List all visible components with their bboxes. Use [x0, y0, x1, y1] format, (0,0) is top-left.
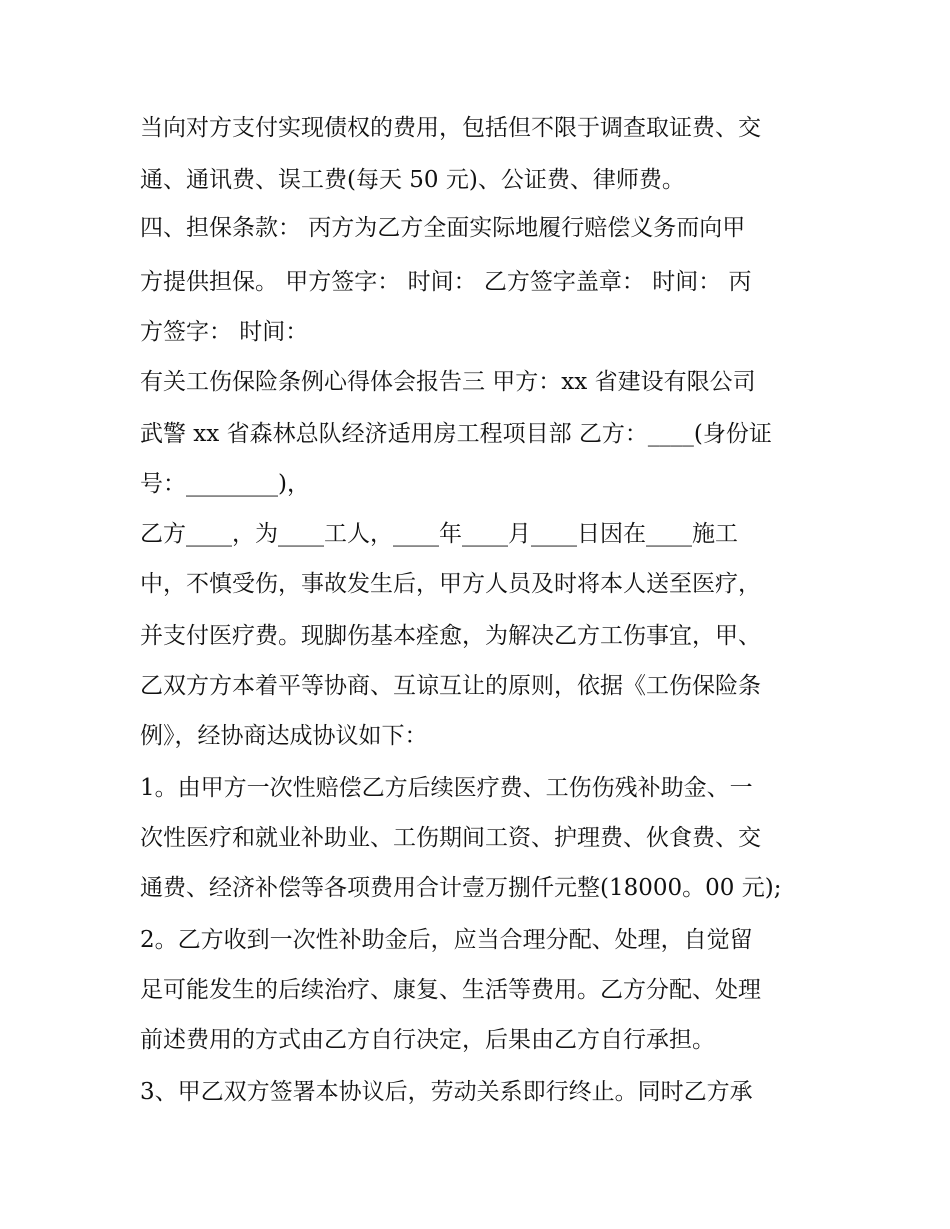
text-line: 前述费用的方式由乙方自行决定，后果由乙方自行承担。 [140, 1027, 715, 1053]
text-line: 通、通讯费、误工费(每天 50 元)、公证费、律师费。 [140, 167, 685, 193]
text-line: 并支付医疗费。现脚伤基本痊愈，为解决乙方工伤事宜，甲、 [140, 623, 761, 649]
text-line: 2。乙方收到一次性补助金后，应当合理分配、处理，自觉留 [140, 927, 753, 953]
text-line: 当向对方支付实现债权的费用，包括但不限于调查取证费、交 [140, 115, 761, 141]
text-line: 乙双方方本着平等协商、互谅互让的原则，依据《工伤保险条 [140, 673, 761, 699]
text-line: 次性医疗和就业补助业、工伤期间工资、护理费、伙食费、交 [140, 825, 761, 851]
text-line: 武警 xx 省森林总队经济适用房工程项目部 乙方：____(身份证 [140, 421, 772, 447]
text-line: 3、甲乙双方签署本协议后，劳动关系即行终止。同时乙方承 [140, 1079, 753, 1105]
text-line: 方提供担保。 甲方签字： 时间： 乙方签字盖章： 时间： 丙 [140, 269, 752, 295]
text-line: 通费、经济补偿等各项费用合计壹万捌仟元整(18000。00 元); [140, 875, 782, 901]
text-line: 四、担保条款： 丙方为乙方全面实际地履行赔偿义务而向甲 [140, 215, 746, 241]
text-line: 中，不慎受伤，事故发生后，甲方人员及时将本人送至医疗， [140, 571, 761, 597]
text-line: 1。由甲方一次性赔偿乙方后续医疗费、工伤伤残补助金、一 [140, 775, 753, 801]
text-line: 有关工伤保险条例心得体会报告三 甲方：xx 省建设有限公司 [140, 369, 756, 395]
text-line: 例》，经协商达成协议如下： [140, 723, 428, 749]
text-line: 号：________)， [140, 471, 310, 497]
text-line: 乙方____，为____工人，____年____月____日因在____施工 [140, 521, 738, 547]
text-line: 方签字： 时间： [140, 319, 309, 345]
text-line: 足可能发生的后续治疗、康复、生活等费用。乙方分配、处理 [140, 977, 761, 1003]
